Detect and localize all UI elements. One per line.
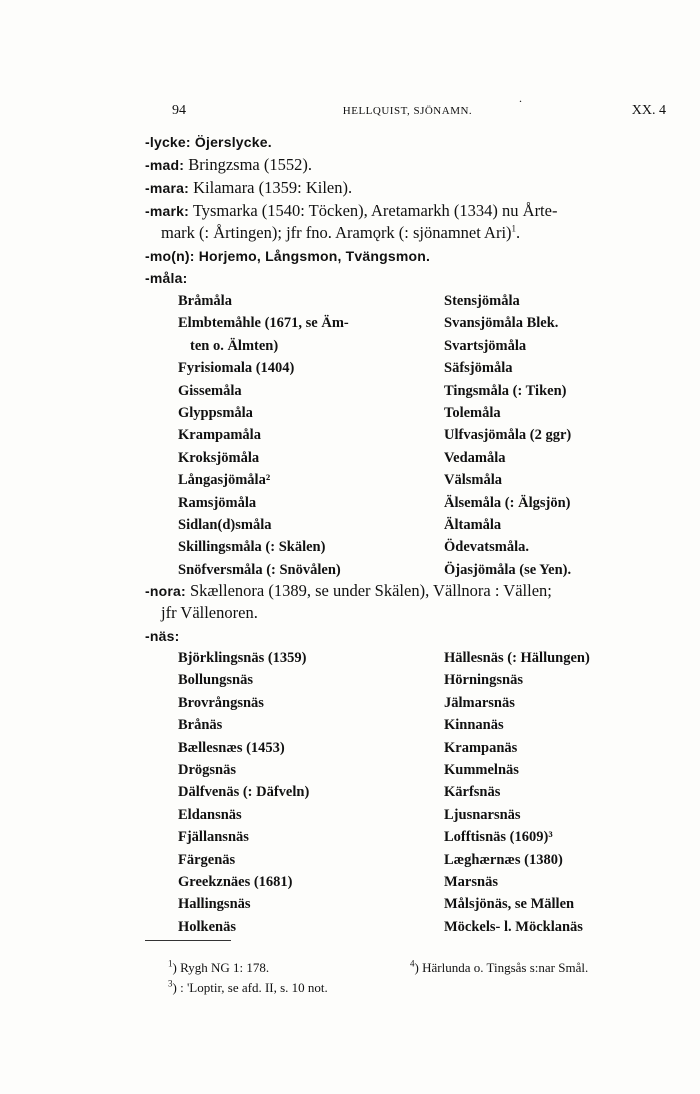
- footnote-text: Härlunda o. Tingsås s:nar Smål.: [422, 960, 589, 975]
- list-item: Skillingsmåla (: Skälen): [178, 539, 326, 556]
- entry-mon: [145, 245, 430, 267]
- list-item: Svartsjömåla: [444, 337, 527, 354]
- entry-head: -mo(n):: [145, 248, 195, 264]
- list-item: Öjasjömåla (se Yen).: [444, 561, 572, 578]
- list-item: Ljusnarsnäs: [444, 806, 521, 823]
- list-item: Brovrångsnäs: [178, 694, 264, 711]
- entry-period: .: [516, 223, 521, 242]
- entry-mala: [145, 267, 187, 289]
- list-item: Bællesnæs (1453): [178, 739, 285, 756]
- list-item: Svansjömåla Blek.: [444, 315, 559, 332]
- running-header: [145, 91, 670, 123]
- entry-text: Tysmarka (1540: Töcken), Aretamarkh (1334) nu Årte-: [192, 201, 558, 220]
- list-item: Hörningsnäs: [444, 672, 523, 689]
- nas-right-column: [444, 647, 590, 938]
- footnote-rule: [145, 940, 231, 941]
- entry-text: mark (: Årtingen); jfr fno. Aramǫrk (: sjönamnet Ari): [161, 223, 512, 242]
- list-item: Hällesnäs (: Hällungen): [444, 650, 590, 666]
- list-item: Krampamåla: [178, 427, 261, 444]
- entry-mara: [145, 177, 352, 199]
- footnote-ref: 1: [511, 223, 517, 234]
- entry-head: -mad:: [145, 157, 185, 173]
- list-item: Jälmarsnäs: [444, 694, 515, 711]
- nas-left-column: [178, 647, 309, 938]
- section-number: XX. 4: [631, 103, 666, 118]
- entry-mad: [145, 154, 312, 176]
- header-dot: .: [519, 91, 522, 105]
- list-item: ten o. Älmten): [190, 337, 279, 354]
- entry-head: -mara:: [145, 180, 189, 196]
- entry-text: Horjemo, Långsmon, Tvängsmon.: [198, 248, 431, 264]
- list-item: Fjällansnäs: [178, 829, 249, 846]
- mala-left-column: [178, 290, 349, 581]
- list-item: Tolemåla: [444, 405, 501, 422]
- footnote-mark: 3: [168, 978, 173, 989]
- list-item: Elmbtemåhle (1671, se Äm-: [178, 315, 349, 332]
- footnote-1: $^1$) Rygh NG 1: 178.: [168, 958, 270, 975]
- list-item: Välsmåla: [444, 472, 502, 489]
- list-item: Marsnäs: [444, 874, 498, 891]
- list-item: Krampanäs: [444, 739, 518, 756]
- list-item: Tingsmåla (: Tiken): [444, 382, 567, 399]
- list-item: Ältamåla: [444, 517, 502, 534]
- list-item: Älsemåla (: Älgsjön): [444, 494, 571, 511]
- list-item: Stensjömåla: [444, 293, 520, 309]
- list-item: Kärfsnäs: [444, 784, 501, 801]
- entry-head: -måla:: [145, 270, 188, 286]
- list-item: Sidlan(d)småla: [178, 517, 272, 534]
- footnote-mark: 1: [168, 958, 173, 969]
- list-item: Snöfversmåla (: Snövålen): [178, 561, 341, 578]
- entry-head: -näs:: [145, 628, 180, 644]
- list-item: Kummelnäs: [444, 762, 519, 779]
- entry-head: -lycke:: [145, 134, 191, 150]
- list-item: Glyppsmåla: [178, 405, 253, 422]
- entry-head: -nora:: [145, 583, 186, 599]
- entry-lycke: [145, 131, 272, 153]
- entry-nora: [145, 580, 552, 602]
- list-item: Drögsnäs: [178, 762, 237, 779]
- entry-text: Öjerslycke.: [194, 134, 272, 150]
- entry-mark: [145, 200, 557, 222]
- entry-text: Skællenora (1389, se under Skälen), Vällnora : Vällen;: [190, 581, 552, 600]
- entry-nas: [145, 625, 179, 647]
- list-item: Eldansnäs: [178, 806, 242, 823]
- list-item: Långasjömåla²: [178, 472, 271, 489]
- footnote-3: $^3$) : 'Loptir, se afd. II, s. 10 not.: [168, 978, 328, 995]
- list-item: Læghærnæs (1380): [444, 851, 563, 868]
- entry-text: Bringzsma (1552).: [188, 155, 312, 174]
- entry-mark-continued: [161, 222, 520, 244]
- entry-head: -mark:: [145, 203, 189, 219]
- list-item: Vedamåla: [444, 449, 506, 466]
- list-item: Kroksjömåla: [178, 449, 260, 466]
- footnote-text: Rygh NG 1: 178.: [180, 960, 270, 975]
- list-item: Ulfvasjömåla (2 ggr): [444, 427, 572, 444]
- list-item: Greekznäes (1681): [178, 874, 293, 891]
- list-item: Målsjönäs, se Mällen: [444, 896, 575, 913]
- list-item: Bollungsnäs: [178, 672, 253, 689]
- list-item: Säfsjömåla: [444, 360, 513, 377]
- list-item: Möckels- l. Möcklanäs: [444, 918, 583, 935]
- list-item: Lofftisnäs (1609)³: [444, 829, 553, 846]
- list-item: Kinnanäs: [444, 717, 504, 734]
- mala-right-column: [444, 290, 571, 581]
- list-item: Gissemåla: [178, 382, 242, 399]
- list-item: Bråmåla: [178, 293, 232, 309]
- footnote-mark: 4: [410, 958, 415, 969]
- list-item: Färgenäs: [178, 851, 236, 868]
- list-item: Ramsjömåla: [178, 494, 257, 511]
- list-item: Fyrisiomala (1404): [178, 360, 295, 377]
- footnote-text: : 'Loptir, se afd. II, s. 10 not.: [180, 980, 328, 995]
- list-item: Ödevatsmåla.: [444, 539, 529, 556]
- entry-nora-continued: [161, 602, 258, 624]
- list-item: Dälfvenäs (: Däfveln): [178, 784, 310, 801]
- list-item: Björklingsnäs (1359): [178, 650, 307, 666]
- entry-text: jfr Vällenoren.: [161, 603, 258, 622]
- footnote-4: $^4$) Härlunda o. Tingsås s:nar Smål.: [410, 958, 589, 975]
- list-item: Brånäs: [178, 717, 223, 734]
- running-title: HELLQUIST, SJÖNAMN.: [342, 105, 473, 117]
- list-item: Hallingsnäs: [178, 896, 251, 913]
- page-number: 94: [172, 103, 186, 118]
- list-item: Holkenäs: [178, 918, 237, 935]
- entry-text: Kilamara (1359: Kilen).: [193, 178, 353, 197]
